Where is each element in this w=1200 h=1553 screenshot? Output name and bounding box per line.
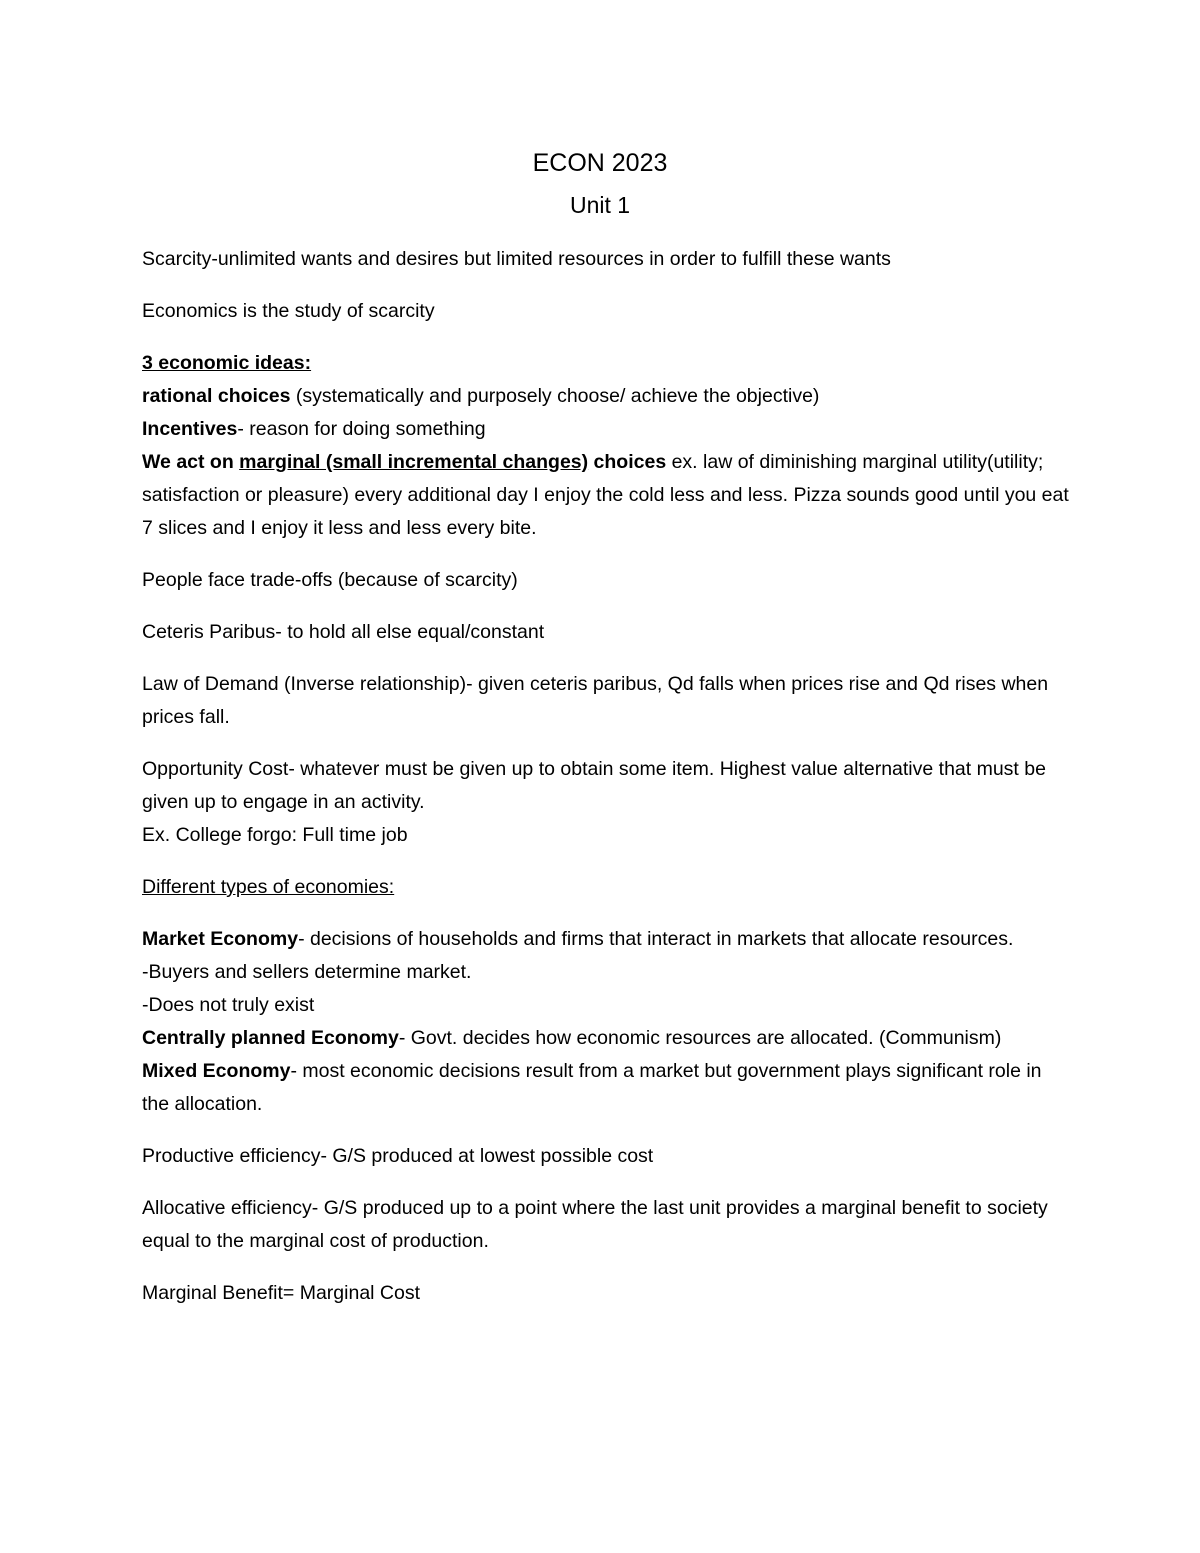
incentives-term: Incentives bbox=[142, 418, 238, 440]
mixed-economy-text: - most economic decisions result from a market but government plays significant role in the allocation. bbox=[142, 1060, 1042, 1115]
economies-heading: Different types of economies: bbox=[142, 876, 395, 898]
law-of-demand-paragraph: Law of Demand (Inverse relationship)- given ceteris paribus, Qd falls when prices rise and Qd rises when prices fall. bbox=[142, 673, 1049, 728]
mixed-economy-term: Mixed Economy bbox=[142, 1060, 291, 1082]
rational-choices-term: rational choices bbox=[142, 385, 291, 407]
productive-efficiency-paragraph: Productive efficiency- G/S produced at lowest possible cost bbox=[142, 1145, 654, 1167]
economic-ideas-block bbox=[142, 347, 1072, 545]
tradeoffs-paragraph: People face trade-offs (because of scarcity) bbox=[142, 569, 518, 591]
market-economy-line-2: -Buyers and sellers determine market. bbox=[142, 961, 472, 983]
market-economy-text: - decisions of households and firms that interact in markets that allocate resources. bbox=[298, 928, 1014, 950]
centrally-planned-term: Centrally planned Economy bbox=[142, 1027, 399, 1049]
marginal-term-prefix: We act on bbox=[142, 451, 240, 473]
opportunity-cost-example: Ex. College forgo: Full time job bbox=[142, 824, 408, 846]
opportunity-cost-text: Opportunity Cost- whatever must be given up to obtain some item. Highest value alternative that must be given up to engage in an activity. bbox=[142, 758, 1046, 813]
document-subtitle: Unit 1 bbox=[569, 192, 631, 218]
mb-mc-paragraph: Marginal Benefit= Marginal Cost bbox=[142, 1282, 421, 1304]
scarcity-paragraph: Scarcity-unlimited wants and desires but limited resources in order to fulfill these wants bbox=[142, 248, 891, 270]
market-economy-term: Market Economy bbox=[142, 928, 299, 950]
opportunity-cost-block bbox=[142, 753, 1072, 852]
marginal-term-suffix: choices bbox=[588, 451, 667, 473]
economics-definition: Economics is the study of scarcity bbox=[142, 300, 435, 322]
centrally-planned-text: - Govt. decides how economic resources are allocated. (Communism) bbox=[398, 1027, 1002, 1049]
allocative-efficiency-paragraph: Allocative efficiency- G/S produced up to a point where the last unit provides a marginal benefit to society equal to the marginal cost of production. bbox=[142, 1197, 1048, 1252]
marginal-text: ex. law of diminishing marginal utility(utility; satisfaction or pleasure) every additional day I enjoy the cold less and less. Pizza sounds good until you eat 7 slices and I enjoy it less and less every bite. bbox=[142, 451, 1069, 539]
document-body bbox=[142, 243, 1072, 1329]
marginal-term-underlined: marginal (small incremental changes) bbox=[239, 451, 589, 473]
ceteris-paribus-paragraph: Ceteris Paribus- to hold all else equal/constant bbox=[142, 621, 545, 643]
rational-choices-text: (systematically and purposely choose/ achieve the objective) bbox=[290, 385, 820, 407]
document-title: ECON 2023 bbox=[532, 149, 668, 177]
incentives-text: - reason for doing something bbox=[237, 418, 486, 440]
market-economy-line-3: -Does not truly exist bbox=[142, 994, 315, 1016]
economies-block bbox=[142, 923, 1072, 1121]
economic-ideas-heading: 3 economic ideas: bbox=[142, 352, 312, 374]
